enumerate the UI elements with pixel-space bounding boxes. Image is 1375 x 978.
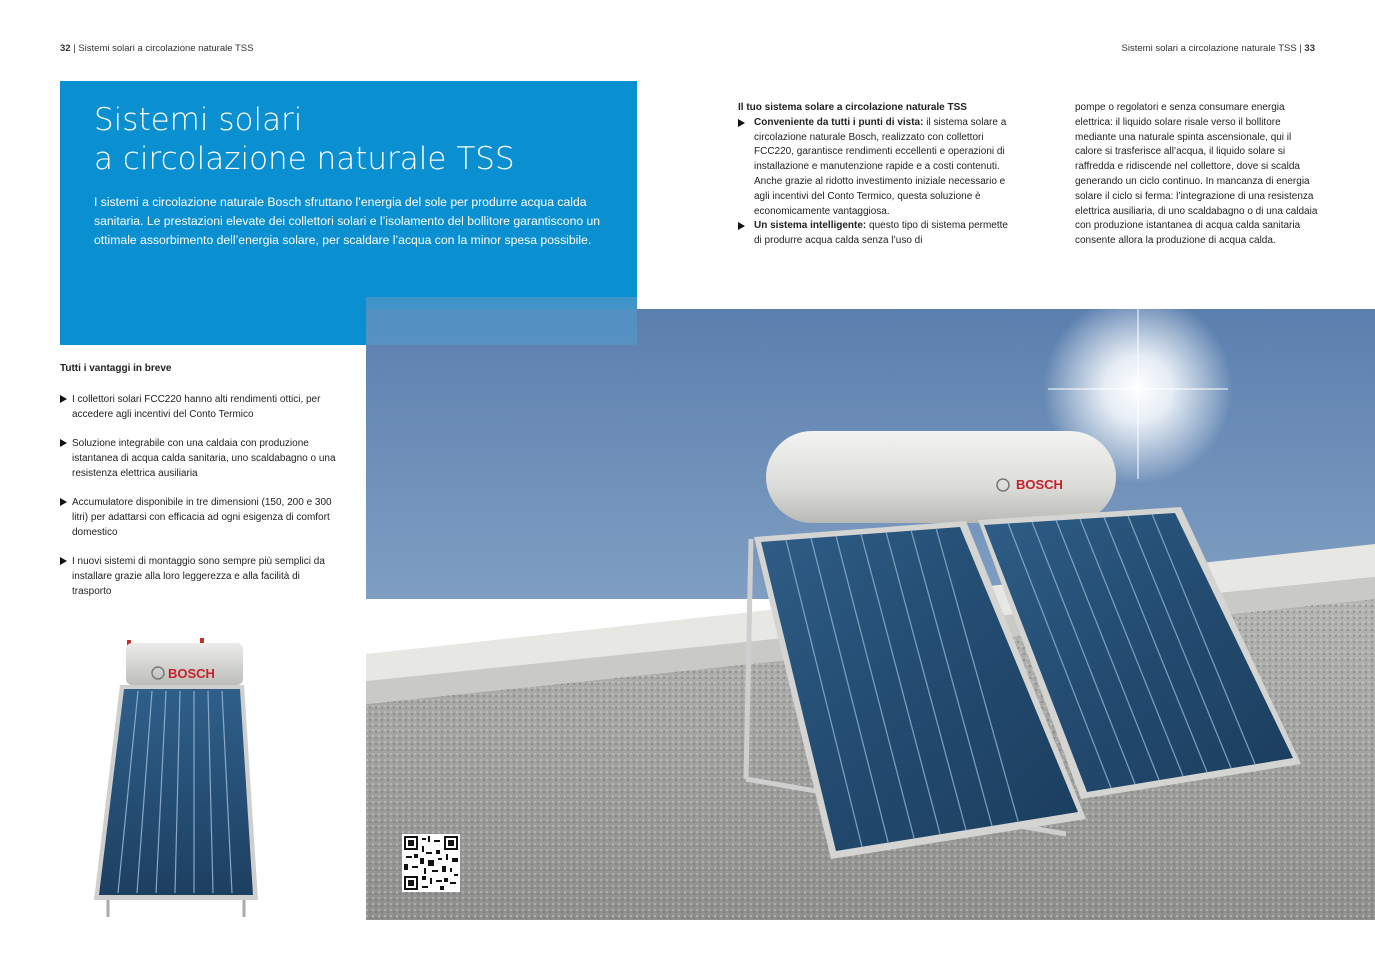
product-image	[72, 625, 287, 925]
left-page-number: 32	[60, 43, 71, 54]
list-item-text: I collettori solari FCC220 hanno alti rendimenti ottici, per accedere agli incentivi del Conto Termico	[72, 394, 321, 420]
rooftop-solar-photo	[366, 309, 1375, 920]
advantages-list	[60, 392, 340, 613]
system-column-1	[738, 101, 1013, 249]
svg-text:BOSCH: BOSCH	[168, 666, 215, 681]
list-item	[60, 554, 340, 599]
qr-code-icon[interactable]	[402, 834, 460, 892]
triangle-right-icon	[738, 222, 745, 230]
hero-intro: I sistemi a circolazione naturale Bosch sfruttano l’energia del sole per produrre acqua calda sanitaria. Le prestazioni elevate dei collettori solari e l’isolamento del bollitore garantiscono un ottimale assorbimento dell’energia solare, per scaldare l’acqua con la minor spesa possibile.	[94, 195, 601, 247]
page-title	[94, 101, 515, 179]
system-heading: Il tuo sistema solare a circolazione naturale TSS	[738, 102, 967, 113]
list-item	[60, 392, 340, 422]
triangle-right-icon	[738, 119, 745, 127]
list-item-text: I nuovi sistemi di montaggio sono sempre più semplici da installare grazie alla loro leggerezza e alla facilità di trasporto	[72, 556, 325, 597]
system-point-1	[738, 116, 1013, 220]
right-page-header: Sistemi solari a circolazione naturale TSS | 33	[1121, 43, 1315, 54]
point-1-bold: Conveniente da tutti i punti di vista:	[754, 116, 924, 128]
right-page-title: Sistemi solari a circolazione naturale TSS	[1121, 43, 1297, 54]
triangle-right-icon	[60, 395, 67, 403]
left-page-title: Sistemi solari a circolazione naturale TSS	[78, 43, 254, 54]
right-page-number: 33	[1304, 43, 1315, 54]
list-item	[60, 436, 340, 481]
bosch-logo: BOSCH	[1016, 477, 1063, 492]
point-2-bold: Un sistema intelligente:	[754, 220, 867, 232]
title-line-1: Sistemi solari	[94, 102, 303, 138]
system-column-2: pompe o regolatori e senza consumare energia elettrica: il liquido solare risale verso il bollitore mediante una naturale spinta ascensionale, qui il calore si trasferisce all’acqua, il liquido solare si raffredda e ridiscende nel collettore, dove si scalda generando un ciclo continuo. In mancanza di energia solare il ciclo si ferma: l’integrazione di una resistenza elettrica ausiliaria, di uno scaldabagno o di una caldaia con produzione istantanea di acqua calda sanitaria consente allora la produzione di acqua calda.	[1075, 102, 1318, 247]
list-item-text: Accumulatore disponibile in tre dimensioni (150, 200 e 300 litri) per adattarsi con efficacia ad ogni esigenza di comfort domestico	[72, 497, 332, 538]
left-page-header: 32 | Sistemi solari a circolazione naturale TSS	[60, 43, 254, 54]
system-point-2	[738, 219, 1013, 249]
triangle-right-icon	[60, 498, 67, 506]
hero-overlay-strip	[366, 297, 637, 345]
triangle-right-icon	[60, 439, 67, 447]
list-item	[60, 495, 340, 540]
point-2-text: questo tipo di sistema permette di produrre acqua calda senza l’uso di	[754, 220, 1008, 247]
list-item-text: Soluzione integrabile con una caldaia con produzione istantanea di acqua calda sanitaria, uno scaldabagno o una resistenza elettrica ausiliaria	[72, 438, 336, 479]
triangle-right-icon	[60, 557, 67, 565]
point-1-text: il sistema solare a circolazione naturale Bosch, realizzato con collettori FCC220, garantisce rendimenti eccellenti e operazioni di installazione e manutenzione rapide e a costi contenuti. Anche grazie al ridotto investimento iniziale necessario e agli incentivi del Conto Termico, questa soluzione è economicamente vantaggiosa.	[754, 116, 1007, 217]
title-line-2: a circolazione naturale TSS	[94, 141, 515, 177]
advantages-title: Tutti i vantaggi in breve	[60, 363, 172, 374]
